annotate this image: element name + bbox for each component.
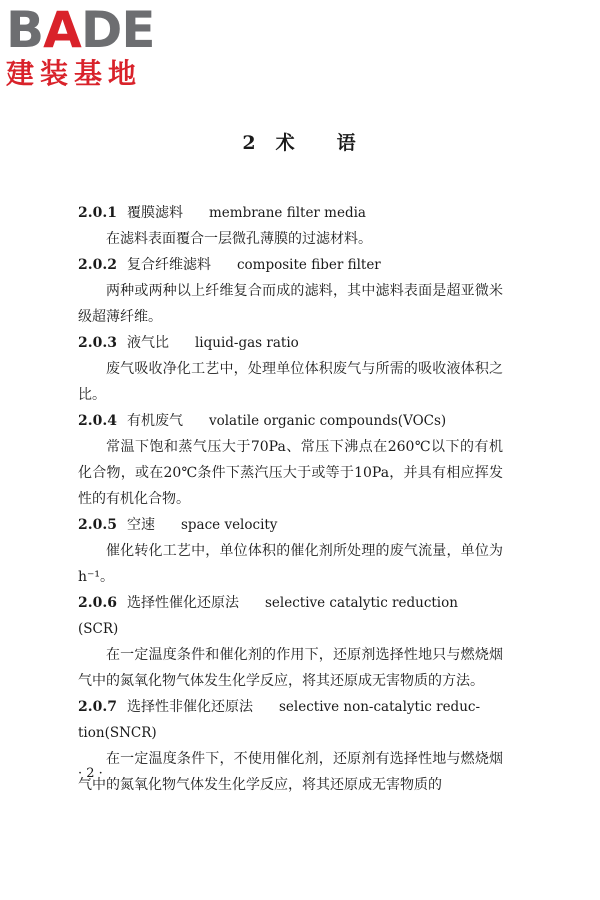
term-chinese: 选择性催化还原法 <box>126 595 239 611</box>
term-entry <box>78 590 503 694</box>
term-english: liquid-gas ratio <box>194 335 299 351</box>
term-heading <box>78 252 503 278</box>
term-english: selective non-catalytic reduc- <box>278 699 481 715</box>
term-definition: 常温下饱和蒸气压大于70Pa、常压下沸点在260℃以下的有机化合物，或在20℃条件下蒸汽压大于或等于10Pa，并具有相应挥发性的有机化合物。 <box>78 439 503 507</box>
term-entry <box>78 252 503 330</box>
term-english-continuation: (SCR) <box>78 621 119 637</box>
term-entry <box>78 512 503 590</box>
logo-chinese-text: 建装基地 <box>6 57 143 90</box>
term-english: selective catalytic reduction <box>264 595 458 611</box>
term-chinese: 复合纤维滤料 <box>126 257 211 273</box>
chapter-title-char-1: 术 <box>275 132 297 154</box>
term-number: 2.0.1 <box>78 205 117 221</box>
term-chinese: 覆膜滤料 <box>126 205 183 221</box>
term-chinese: 有机废气 <box>126 413 183 429</box>
term-english: membrane filter media <box>208 205 366 221</box>
term-number: 2.0.2 <box>78 257 117 273</box>
term-number: 2.0.6 <box>78 595 117 611</box>
term-number: 2.0.4 <box>78 413 117 429</box>
term-number: 2.0.3 <box>78 335 117 351</box>
term-number: 2.0.7 <box>78 699 117 715</box>
page-number: · 2 · <box>78 766 103 781</box>
term-definition: 在一定温度条件和催化剂的作用下，还原剂选择性地只与燃烧烟气中的氮氧化物气体发生化学反应，将其还原成无害物质的方法。 <box>78 647 503 689</box>
term-english: space velocity <box>180 517 278 533</box>
term-heading <box>78 694 503 720</box>
term-definition: 在滤料表面覆合一层微孔薄膜的过滤材料。 <box>106 231 372 247</box>
term-english: composite fiber filter <box>236 257 381 273</box>
term-entry <box>78 200 503 252</box>
chapter-number: 2 <box>242 132 258 154</box>
term-definition: 废气吸收净化工艺中，处理单位体积废气与所需的吸收液体积之比。 <box>78 361 503 403</box>
term-definition: 在一定温度条件下，不使用催化剂，还原剂有选择性地与燃烧烟气中的氮氧化物气体发生化学反应，将其还原成无害物质的 <box>78 751 503 793</box>
term-number: 2.0.5 <box>78 517 117 533</box>
term-list <box>78 200 503 798</box>
chapter-title <box>0 128 600 155</box>
term-entry <box>78 694 503 798</box>
term-heading <box>78 330 503 356</box>
term-english: volatile organic compounds(VOCs) <box>208 413 447 429</box>
term-english-continuation: tion(SNCR) <box>78 725 157 741</box>
term-chinese: 空速 <box>126 517 155 533</box>
chapter-title-char-2: 语 <box>336 132 358 154</box>
term-entry <box>78 330 503 408</box>
term-heading <box>78 590 503 616</box>
term-heading <box>78 512 503 538</box>
logo-wordmark: BADE <box>6 1 155 59</box>
term-heading <box>78 408 503 434</box>
logo <box>6 1 176 90</box>
term-chinese: 液气比 <box>126 335 169 351</box>
term-chinese: 选择性非催化还原法 <box>126 699 253 715</box>
term-definition: 催化转化工艺中，单位体积的催化剂所处理的废气流量，单位为h⁻¹。 <box>78 543 503 585</box>
term-heading <box>78 200 503 226</box>
term-definition: 两种或两种以上纤维复合而成的滤料，其中滤料表面是超亚微米级超薄纤维。 <box>78 283 503 325</box>
term-entry <box>78 408 503 512</box>
